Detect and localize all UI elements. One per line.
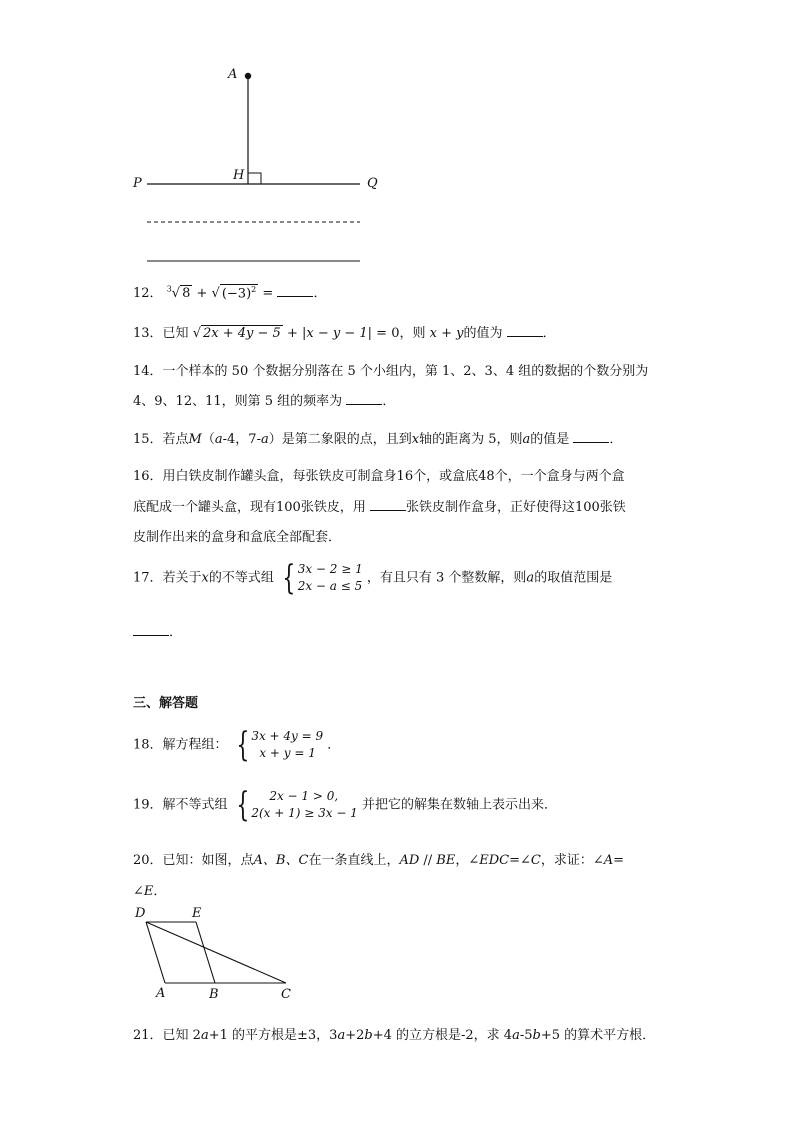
q13-then: ，则 [399, 326, 426, 341]
q20-t4: =∠ [509, 853, 531, 868]
q12-plus: + [196, 286, 208, 301]
q20-t3: ，∠ [455, 853, 480, 868]
q13-radicand: 2x + 4y − 5 [202, 326, 281, 341]
q15-var-x: x [411, 432, 420, 447]
label-a-bottom: A [156, 986, 166, 1001]
q18-row-1: 3x + 4y = 9 [251, 729, 324, 743]
q17-var-a: a [526, 570, 535, 586]
q20-t5: ，求证：∠ [540, 853, 604, 868]
q21-t4: +4 的立方根是-2，求 4 [372, 1028, 513, 1043]
q17-t2: 的不等式组 [208, 570, 274, 586]
q17-t4: 的取值范围是 [534, 570, 613, 586]
q21-v4: a [512, 1028, 520, 1043]
q20-e: E [143, 884, 154, 899]
q20-parallel: // [419, 853, 437, 868]
q18-system: { 3x + 4y = 9 x + y = 1 [236, 725, 324, 765]
label-a: A [228, 67, 238, 82]
label-p: P [133, 176, 142, 191]
question-19 [133, 787, 557, 823]
q13-end: ． [542, 326, 556, 341]
question-15 [133, 428, 622, 447]
q17-var-x: x [201, 570, 209, 586]
q12-number: 12． [133, 286, 163, 301]
q21-t6: +5 的算术平方根． [540, 1028, 656, 1043]
question-12: 12． $^3$√ 8 + √ $(-3)^2$ = ． [133, 284, 327, 301]
q21-t5: -5 [519, 1028, 533, 1043]
q13-expr: x + y [429, 326, 464, 341]
q21-v1: a [200, 1028, 209, 1043]
q15-var-a2: a [260, 432, 269, 447]
q12-sq-exp: 2 [251, 284, 257, 294]
question-14-line-2 [133, 390, 395, 409]
q20-ad: AD [399, 853, 420, 868]
q13-number: 13．已知 [133, 326, 189, 341]
q20-angle: ∠ [133, 884, 144, 899]
question-13: 13．已知 √ 2x + 4y − 5 + |x − y − 1| = 0，则 x + y的值为 ． [133, 326, 556, 341]
label-d: D [135, 906, 146, 921]
q15-t1: 15．若点 [133, 432, 189, 447]
q21-t2: +1 的平方根是±3，3 [208, 1028, 338, 1043]
q16-line2-b: 张铁皮制作盒身，正好使得这100张铁 [405, 500, 626, 515]
q15-t6: 的值是 [530, 432, 570, 447]
q21-t1: 21．已知 2 [133, 1028, 201, 1043]
q14-end: ． [382, 394, 396, 409]
right-angle-mark [248, 173, 261, 184]
q14-line2-text: 4、9、12、11，则第 5 组的频率为 [133, 394, 343, 409]
label-q: Q [367, 176, 378, 191]
q13-tail: 的值为 [463, 326, 503, 341]
point-a-dot [245, 73, 251, 79]
q21-v3: b [364, 1028, 373, 1043]
q15-t2: （ [201, 432, 215, 447]
question-20-line-1 [133, 849, 624, 868]
q19-t1: 19．解不等式组 [133, 797, 228, 813]
q21-t3: +2 [345, 1028, 365, 1043]
q16-answer-blank[interactable] [370, 498, 406, 511]
q17-row-1: 3x − 2 ≥ 1 [297, 562, 363, 576]
question-18 [133, 727, 340, 763]
question-14-line-1: 14．一个样本的 50 个数据分别落在 5 个小组内，第 1、2、3、4 组的数据的个数分别为 [133, 364, 649, 379]
q12-equals: = [262, 286, 274, 301]
q21-v2: a [337, 1028, 346, 1043]
q12-cube-index: 3 [166, 284, 172, 294]
label-h: H [233, 168, 245, 183]
q15-var-a3: a [522, 432, 531, 447]
label-c: C [281, 987, 291, 1002]
q15-var-a1: a [214, 432, 223, 447]
question-21 [133, 1024, 655, 1043]
q16-line2-a: 底配成一个罐头盒，现有100张铁皮，用 [133, 500, 366, 515]
q17-answer-blank[interactable] [133, 623, 169, 636]
q13-answer-blank[interactable] [507, 324, 543, 337]
q20-end: ． [153, 884, 167, 899]
segment-da [146, 922, 165, 983]
segment-dc [146, 922, 286, 983]
q19-system: { 2x − 1 > 0, 2(x + 1) ≥ 3x − 1 [236, 785, 358, 825]
q12-answer-blank[interactable] [277, 284, 313, 297]
q20-edc: EDC [479, 853, 510, 868]
perpendicular-figure [125, 62, 395, 272]
q13-abs-expr: x − y − 1 [306, 326, 368, 341]
q18-t1: 18．解方程组： [133, 737, 228, 753]
q15-point-m: M [188, 432, 202, 447]
q20-be: BE [436, 853, 456, 868]
q17-row-2: 2x − a ≤ 5 [297, 579, 363, 593]
q20-c: C [530, 853, 541, 868]
q19-row-2: 2(x + 1) ≥ 3x − 1 [251, 806, 358, 820]
question-16-line-1: 16．用白铁皮制作罐头盒，每张铁皮可制盒身16个，或盒底48个，一个盒身与两个盒 [133, 469, 625, 484]
q20-points: A、B、C [253, 853, 309, 868]
q19-row-1: 2x − 1 > 0, [269, 789, 339, 803]
q20-a: A [603, 853, 614, 868]
q18-end: ． [327, 737, 341, 753]
q17-system: { 3x − 2 ≥ 1 2x − a ≤ 5 [282, 558, 363, 598]
question-16-line-3: 皮制作出来的盒身和盒底全部配套． [133, 530, 342, 545]
q17-t1: 17．若关于 [133, 570, 202, 586]
q20-eq: = [613, 853, 625, 868]
q13-plus: + [286, 326, 298, 341]
q15-t3: -4，7- [222, 432, 261, 447]
q15-end: ． [609, 432, 623, 447]
q19-t2: 并把它的解集在数轴上表示出来． [361, 797, 557, 813]
q15-t4: ）是第二象限的点，且到 [268, 432, 412, 447]
question-20-line-2 [133, 880, 166, 899]
q13-eq-zero: = 0 [376, 326, 400, 341]
label-e: E [192, 906, 202, 921]
q17-t3: ，有且只有 3 个整数解，则 [366, 570, 527, 586]
q12-sq-radicand: (−3) [221, 286, 252, 301]
question-17-answer-line [133, 621, 182, 640]
question-16-line-2 [133, 496, 626, 515]
q18-row-2: x + y = 1 [259, 746, 316, 760]
q12-cube-radicand: 8 [182, 286, 191, 301]
q12-sqrt [220, 284, 258, 301]
q20-t2: 在一条直线上， [308, 853, 400, 868]
q15-t5: 轴的距离为 5，则 [419, 432, 523, 447]
q14-answer-blank[interactable] [346, 392, 382, 405]
q21-v5: b [532, 1028, 541, 1043]
section-heading: 三、解答题 [133, 696, 199, 711]
q17-end: ． [169, 625, 183, 640]
q12-end: ． [313, 286, 327, 301]
segment-eb [196, 922, 215, 983]
q20-t1: 20．已知：如图，点 [133, 853, 254, 868]
label-b: B [209, 987, 219, 1002]
q15-answer-blank[interactable] [573, 430, 609, 443]
question-17 [133, 560, 612, 596]
